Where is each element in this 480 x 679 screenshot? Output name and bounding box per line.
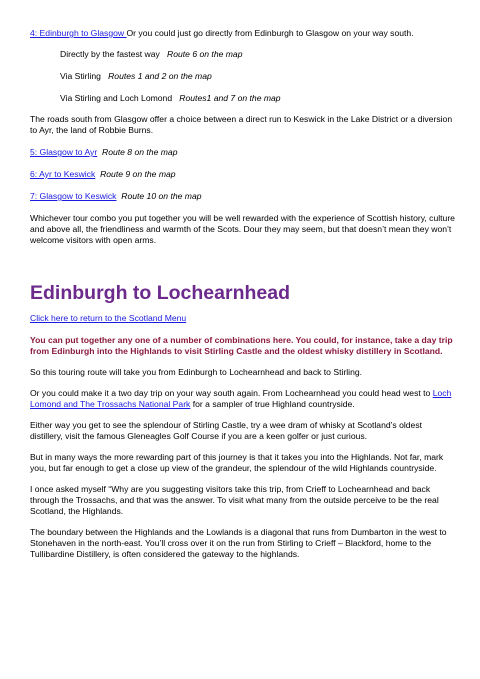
route-6-link[interactable]: 6: Ayr to Keswick (30, 169, 96, 179)
two-day-text-b: for a sampler of true Highland countryside. (190, 399, 355, 409)
route-5-text: Route 8 on the map (101, 147, 178, 157)
option-stirling (30, 71, 455, 82)
route-4-link[interactable]: 4: Edinburgh to Glasgow (30, 28, 127, 38)
option-direct (30, 49, 455, 60)
return-to-menu-link[interactable]: Click here to return to the Scotland Menu (30, 313, 187, 323)
highlands-paragraph: But in many ways the more rewarding part of this journey is that it takes you into the Highlands. Not far, mark you, but far enough to get a close up view of the grandeur, the splendour of the wild Highlands countryside. (30, 452, 444, 473)
route-6-text: Route 9 on the map (100, 169, 176, 179)
route-7-text: Route 10 on the map (121, 191, 202, 201)
national-park-link[interactable]: Loch Lomond and The Trossachs National Park (30, 388, 452, 409)
option-route: Route 6 on the map (167, 49, 243, 59)
whichever-paragraph: Whichever tour combo you put together you will be well rewarded with the experience of Scottish history, culture and above all, the friendliness and warmth of the Scots. Dour they may seem, but that doesn’t mean they won’t welcome visitors with open arms. (30, 213, 455, 245)
route-5-paragraph (30, 147, 455, 158)
roads-south-paragraph: The roads south from Glasgow offer a choice between a direct run to Keswick in the Lake District or a diversion to Ayr, the land of Robbie Burns. (30, 114, 453, 135)
route-4-paragraph (30, 28, 455, 39)
two-day-paragraph (30, 388, 455, 410)
route-7-paragraph (30, 191, 455, 202)
route-6-paragraph (30, 169, 455, 180)
return-paragraph (30, 313, 455, 324)
option-loch-lomond (30, 93, 455, 104)
option-label: Directly by the fastest way (60, 49, 160, 59)
option-label: Via Stirling (60, 71, 101, 81)
document-page (30, 28, 455, 560)
option-route: Routes1 and 7 on the map (179, 93, 281, 103)
section-heading: Edinburgh to Lochearnhead (30, 282, 291, 304)
option-label: Via Stirling and Loch Lomond (60, 93, 173, 103)
asked-myself-paragraph: I once asked myself “Why are you suggesting visitors take this trip, from Crieff to Lochearnhead and back through the Trossachs, and that was the answer. To visit what many from the outside perceive to be the real Scotland, the Highlands. (30, 484, 439, 516)
option-route: Routes 1 and 2 on the map (108, 71, 212, 81)
boundary-paragraph: The boundary between the Highlands and the Lowlands is a diagonal that runs from Dumbarton in the west to Stonehaven in the north-east. You’ll cross over it on the run from Stirling to Crieff – Blackford, home to the Tullibardine Distillery, is often considered the gateway to the highlands. (30, 527, 447, 559)
lead-paragraph: You can put together any one of a number of combinations here. You could, for instance, take a day trip from Edinburgh into the Highlands to visit Stirling Castle and the oldest whisky distillery in Scotland. (30, 335, 453, 356)
route-7-link[interactable]: 7: Glasgow to Keswick (30, 191, 117, 201)
route-5-link[interactable]: 5: Glasgow to Ayr (30, 147, 98, 157)
touring-route-paragraph: So this touring route will take you from Edinburgh to Lochearnhead and back to Stirling. (30, 367, 363, 377)
two-day-text-a: Or you could make it a two day trip on your way south again. From Lochearnhead you could head west to (30, 388, 433, 398)
route-4-text: Or you could just go directly from Edinburgh to Glasgow on your way south. (126, 28, 414, 38)
stirling-castle-paragraph: Either way you get to see the splendour of Stirling Castle, try a wee dram of whisky at Scotland’s oldest distillery, visit the famous Gleneagles Golf Course if you are a keen golfer or just curious. (30, 420, 423, 441)
